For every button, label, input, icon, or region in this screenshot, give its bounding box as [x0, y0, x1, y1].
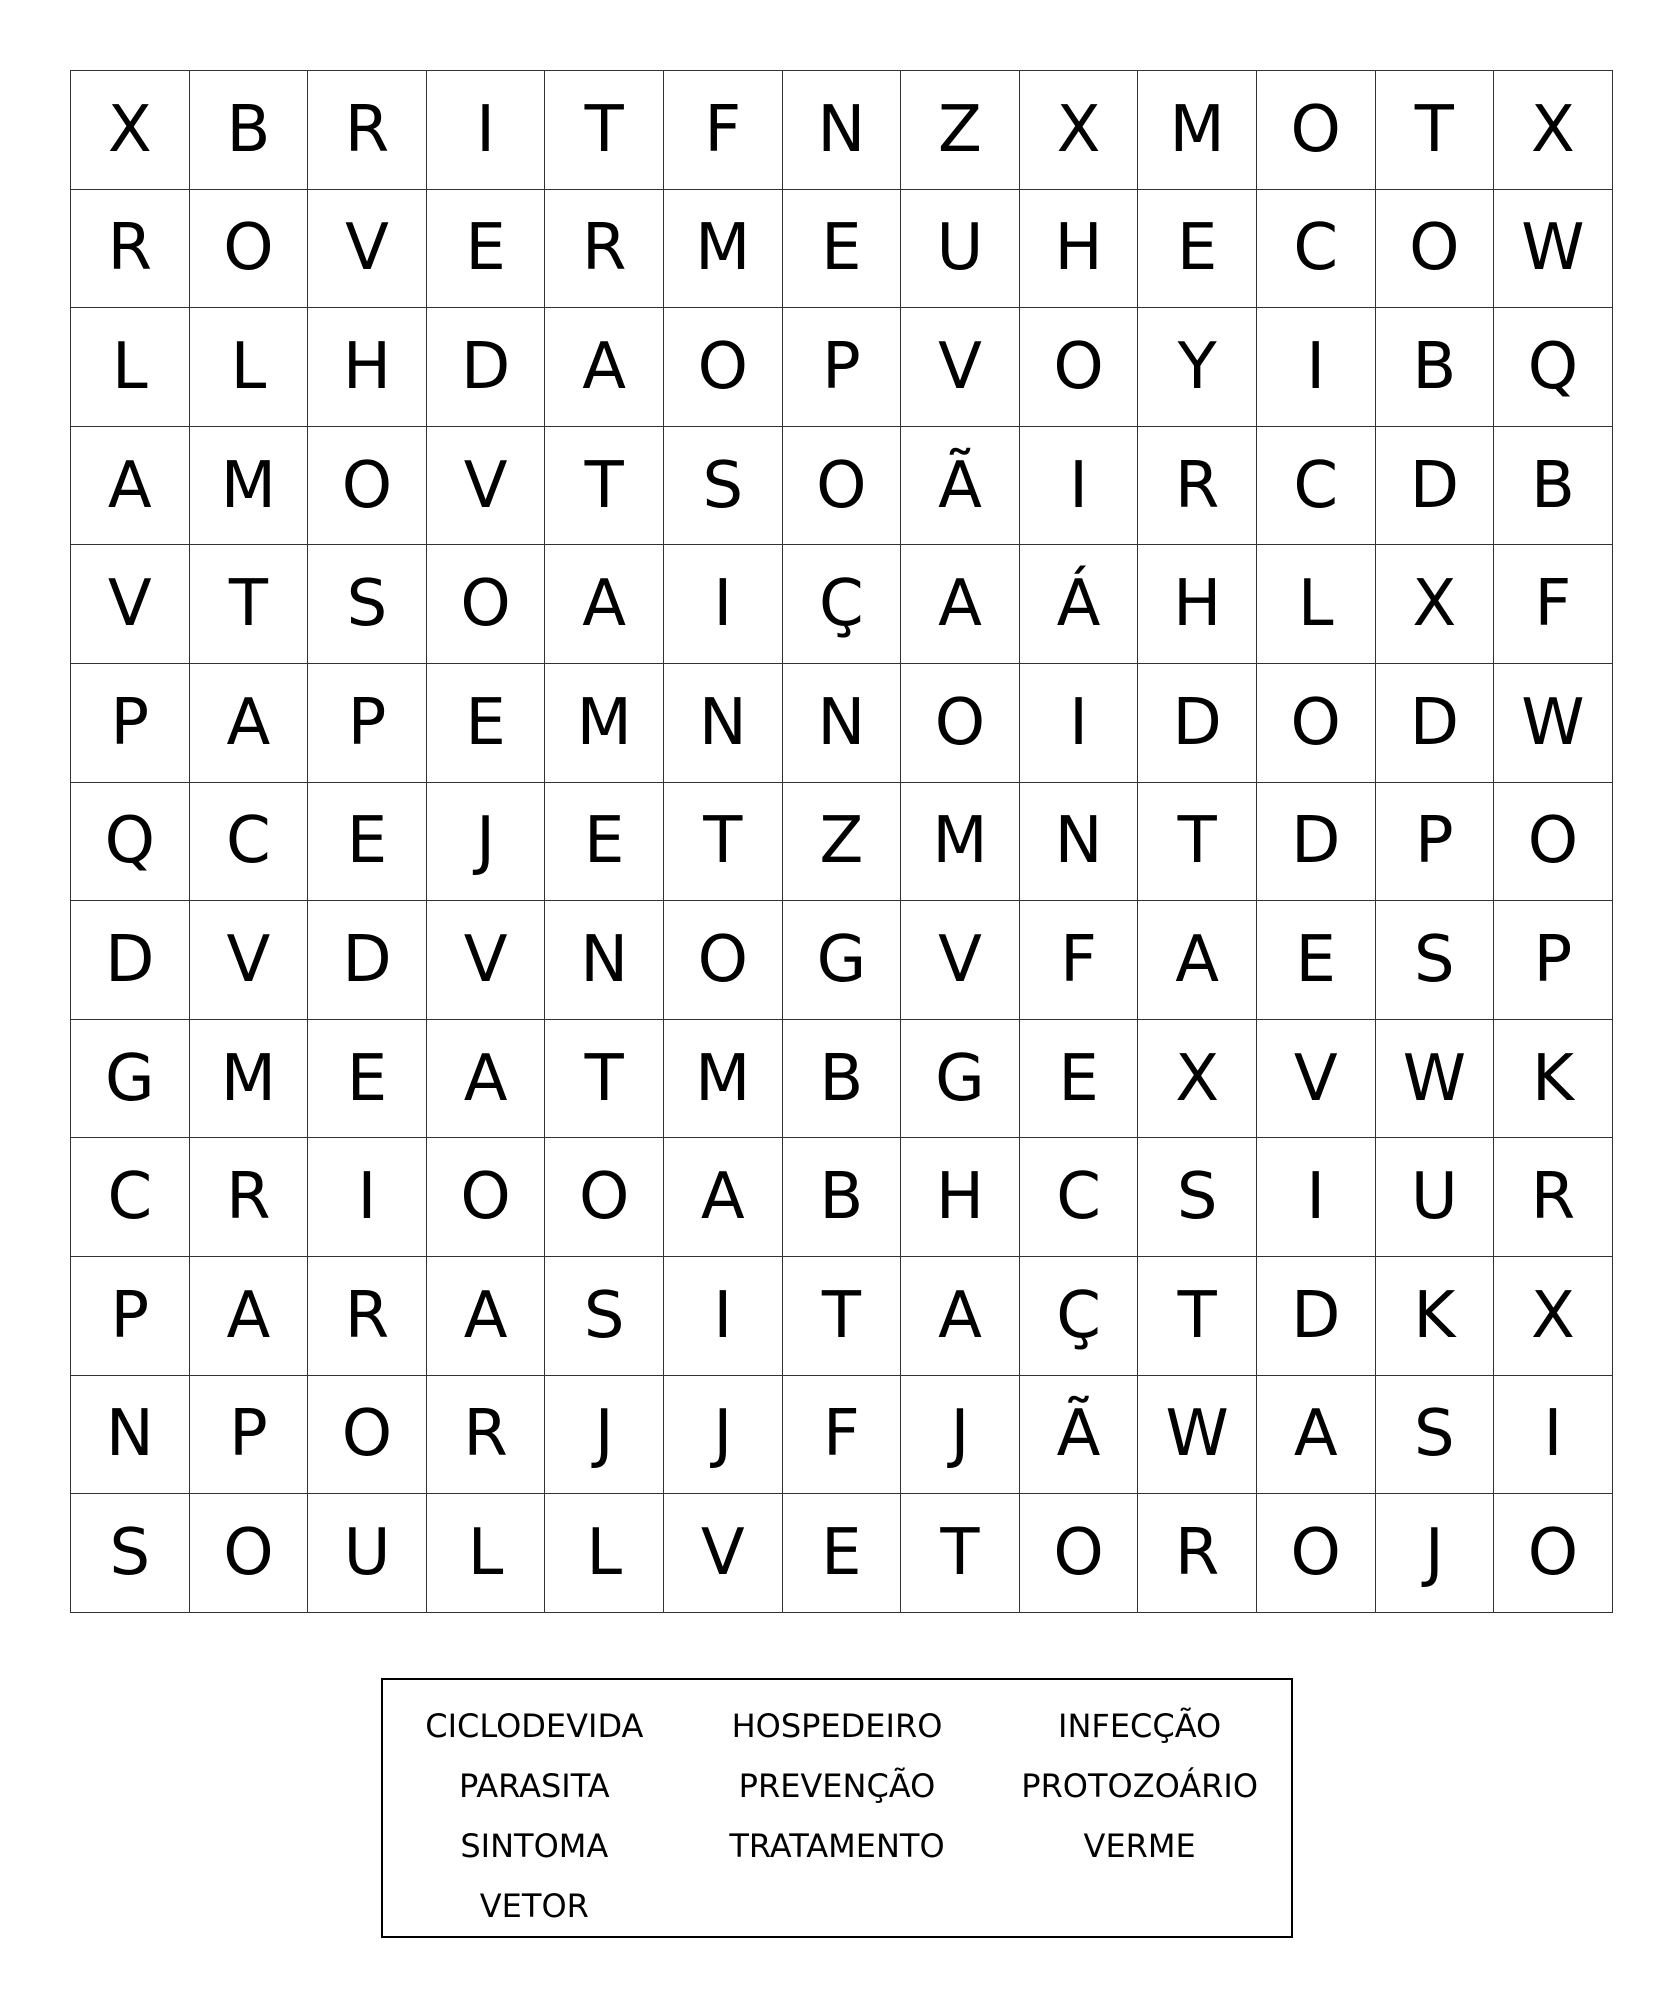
- grid-cell[interactable]: S: [71, 1494, 190, 1613]
- grid-cell[interactable]: D: [71, 901, 190, 1020]
- grid-cell[interactable]: J: [427, 783, 546, 902]
- grid-cell[interactable]: X: [1376, 545, 1495, 664]
- grid-cell[interactable]: I: [664, 545, 783, 664]
- grid-cell[interactable]: R: [1138, 427, 1257, 546]
- grid-cell[interactable]: K: [1494, 1020, 1613, 1139]
- grid-cell[interactable]: B: [1494, 427, 1613, 546]
- grid-cell[interactable]: F: [1020, 901, 1139, 1020]
- grid-cell[interactable]: J: [901, 1376, 1020, 1495]
- grid-cell[interactable]: C: [1257, 427, 1376, 546]
- grid-cell[interactable]: B: [783, 1138, 902, 1257]
- grid-cell[interactable]: V: [71, 545, 190, 664]
- grid-cell[interactable]: O: [1257, 71, 1376, 190]
- grid-cell[interactable]: O: [1494, 783, 1613, 902]
- grid-cell[interactable]: N: [783, 664, 902, 783]
- grid-cell[interactable]: N: [1020, 783, 1139, 902]
- word-search-grid: [70, 70, 1613, 1613]
- grid-cell[interactable]: H: [308, 308, 427, 427]
- word-list-item: SINTOMA: [460, 1827, 609, 1865]
- grid-cell[interactable]: W: [1494, 664, 1613, 783]
- grid-cell[interactable]: O: [664, 308, 783, 427]
- grid-cell[interactable]: R: [190, 1138, 309, 1257]
- grid-cell[interactable]: R: [308, 1257, 427, 1376]
- word-list-column-3: [990, 1696, 1290, 1936]
- grid-cell[interactable]: M: [901, 783, 1020, 902]
- grid-cell[interactable]: D: [1376, 427, 1495, 546]
- grid-cell[interactable]: Q: [1494, 308, 1613, 427]
- grid-cell[interactable]: D: [1257, 783, 1376, 902]
- grid-cell[interactable]: P: [1376, 783, 1495, 902]
- grid-cell[interactable]: E: [427, 664, 546, 783]
- grid-cell[interactable]: A: [1138, 901, 1257, 1020]
- grid-cell[interactable]: I: [1494, 1376, 1613, 1495]
- grid-cell[interactable]: O: [1376, 190, 1495, 309]
- grid-cell[interactable]: A: [901, 545, 1020, 664]
- grid-cell[interactable]: V: [901, 901, 1020, 1020]
- word-list-item: PARASITA: [458, 1767, 610, 1805]
- grid-cell[interactable]: C: [190, 783, 309, 902]
- grid-cell[interactable]: H: [901, 1138, 1020, 1257]
- grid-cell[interactable]: H: [1138, 545, 1257, 664]
- grid-cell[interactable]: G: [71, 1020, 190, 1139]
- grid-cell[interactable]: Y: [1138, 308, 1257, 427]
- grid-cell[interactable]: S: [1376, 901, 1495, 1020]
- grid-cell[interactable]: T: [545, 427, 664, 546]
- grid-cell[interactable]: O: [545, 1138, 664, 1257]
- grid-cell[interactable]: S: [1138, 1138, 1257, 1257]
- grid-cell[interactable]: M: [190, 427, 309, 546]
- grid-cell[interactable]: S: [308, 545, 427, 664]
- grid-cell[interactable]: O: [1020, 308, 1139, 427]
- grid-cell[interactable]: A: [190, 664, 309, 783]
- grid-cell[interactable]: I: [427, 71, 546, 190]
- grid-cell[interactable]: F: [1494, 545, 1613, 664]
- word-list-column-1: [384, 1696, 684, 1936]
- grid-cell[interactable]: K: [1376, 1257, 1495, 1376]
- grid-cell[interactable]: B: [783, 1020, 902, 1139]
- grid-cell[interactable]: M: [1138, 71, 1257, 190]
- grid-cell[interactable]: V: [901, 308, 1020, 427]
- grid-cell[interactable]: E: [1138, 190, 1257, 309]
- grid-cell[interactable]: S: [1376, 1376, 1495, 1495]
- grid-cell[interactable]: B: [1376, 308, 1495, 427]
- grid-cell[interactable]: H: [1020, 190, 1139, 309]
- grid-cell[interactable]: O: [1020, 1494, 1139, 1613]
- grid-cell[interactable]: V: [427, 901, 546, 1020]
- grid-cell[interactable]: U: [901, 190, 1020, 309]
- grid-cell[interactable]: T: [1138, 1257, 1257, 1376]
- grid-cell[interactable]: Á: [1020, 545, 1139, 664]
- grid-cell[interactable]: F: [664, 71, 783, 190]
- grid-cell[interactable]: P: [783, 308, 902, 427]
- grid-cell[interactable]: N: [783, 71, 902, 190]
- grid-cell[interactable]: L: [427, 1494, 546, 1613]
- grid-cell[interactable]: A: [71, 427, 190, 546]
- grid-cell[interactable]: P: [308, 664, 427, 783]
- grid-cell[interactable]: A: [427, 1257, 546, 1376]
- grid-cell[interactable]: A: [664, 1138, 783, 1257]
- grid-cell[interactable]: L: [71, 308, 190, 427]
- grid-cell[interactable]: I: [1020, 427, 1139, 546]
- grid-cell[interactable]: D: [1257, 1257, 1376, 1376]
- grid-cell[interactable]: P: [71, 1257, 190, 1376]
- grid-cell[interactable]: R: [1494, 1138, 1613, 1257]
- grid-cell[interactable]: A: [545, 308, 664, 427]
- grid-cell[interactable]: E: [783, 190, 902, 309]
- grid-cell[interactable]: V: [308, 190, 427, 309]
- grid-cell[interactable]: O: [190, 190, 309, 309]
- grid-cell[interactable]: Z: [901, 71, 1020, 190]
- grid-cell[interactable]: Ã: [1020, 1376, 1139, 1495]
- grid-cell[interactable]: T: [1138, 783, 1257, 902]
- grid-cell[interactable]: O: [1257, 664, 1376, 783]
- grid-cell[interactable]: O: [783, 427, 902, 546]
- grid-cell[interactable]: O: [308, 427, 427, 546]
- grid-cell[interactable]: O: [664, 901, 783, 1020]
- word-list-box: [381, 1678, 1293, 1938]
- grid-cell[interactable]: X: [1020, 71, 1139, 190]
- grid-cell[interactable]: U: [308, 1494, 427, 1613]
- grid-cell[interactable]: D: [308, 901, 427, 1020]
- grid-cell[interactable]: O: [308, 1376, 427, 1495]
- grid-cell[interactable]: S: [664, 427, 783, 546]
- grid-cell[interactable]: I: [664, 1257, 783, 1376]
- grid-cell[interactable]: E: [1257, 901, 1376, 1020]
- grid-cell[interactable]: I: [1257, 1138, 1376, 1257]
- grid-cell[interactable]: T: [1376, 71, 1495, 190]
- grid-cell[interactable]: L: [190, 308, 309, 427]
- grid-cell[interactable]: Q: [71, 783, 190, 902]
- grid-cell[interactable]: T: [783, 1257, 902, 1376]
- grid-cell[interactable]: J: [1376, 1494, 1495, 1613]
- grid-cell[interactable]: O: [1257, 1494, 1376, 1613]
- grid-cell[interactable]: J: [664, 1376, 783, 1495]
- word-list-item: HOSPEDEIRO: [731, 1707, 943, 1745]
- grid-cell[interactable]: C: [71, 1138, 190, 1257]
- grid-cell[interactable]: U: [1376, 1138, 1495, 1257]
- grid-cell[interactable]: T: [190, 545, 309, 664]
- grid-cell[interactable]: E: [545, 783, 664, 902]
- grid-cell[interactable]: T: [664, 783, 783, 902]
- grid-cell[interactable]: M: [664, 190, 783, 309]
- word-list-item: PROTOZOÁRIO: [1021, 1767, 1259, 1805]
- word-list-column-2: [687, 1696, 987, 1936]
- word-list-columns: [383, 1696, 1291, 1936]
- grid-cell[interactable]: X: [1494, 71, 1613, 190]
- grid-cell[interactable]: W: [1376, 1020, 1495, 1139]
- grid-cell[interactable]: N: [71, 1376, 190, 1495]
- grid-cell[interactable]: M: [190, 1020, 309, 1139]
- grid-cell[interactable]: V: [190, 901, 309, 1020]
- grid-cell[interactable]: I: [1020, 664, 1139, 783]
- grid-cell[interactable]: R: [71, 190, 190, 309]
- grid-cell[interactable]: I: [308, 1138, 427, 1257]
- grid-cell[interactable]: O: [1494, 1494, 1613, 1613]
- grid-cell[interactable]: N: [664, 664, 783, 783]
- grid-cell[interactable]: R: [308, 71, 427, 190]
- grid-cell[interactable]: E: [308, 783, 427, 902]
- grid-cell[interactable]: V: [664, 1494, 783, 1613]
- grid-cell[interactable]: R: [427, 1376, 546, 1495]
- grid-cell[interactable]: W: [1494, 190, 1613, 309]
- grid-cell[interactable]: L: [545, 1494, 664, 1613]
- grid-cell[interactable]: D: [1138, 664, 1257, 783]
- grid-cell[interactable]: M: [664, 1020, 783, 1139]
- grid-cell[interactable]: X: [1138, 1020, 1257, 1139]
- grid-cell[interactable]: O: [190, 1494, 309, 1613]
- word-list-item: CICLODEVIDA: [425, 1707, 644, 1745]
- grid-cell[interactable]: P: [190, 1376, 309, 1495]
- grid-cell[interactable]: D: [427, 308, 546, 427]
- grid-cell[interactable]: R: [545, 190, 664, 309]
- grid-cell[interactable]: E: [1020, 1020, 1139, 1139]
- grid-cell[interactable]: L: [1257, 545, 1376, 664]
- grid-cell[interactable]: M: [545, 664, 664, 783]
- grid-cell[interactable]: V: [1257, 1020, 1376, 1139]
- grid-cell[interactable]: F: [783, 1376, 902, 1495]
- grid-cell[interactable]: I: [1257, 308, 1376, 427]
- grid-cell[interactable]: E: [308, 1020, 427, 1139]
- grid-cell[interactable]: X: [1494, 1257, 1613, 1376]
- grid-cell[interactable]: E: [427, 190, 546, 309]
- grid-cell[interactable]: Ã: [901, 427, 1020, 546]
- grid-cell[interactable]: P: [1494, 901, 1613, 1020]
- word-list-item: VETOR: [479, 1887, 589, 1925]
- grid-cell[interactable]: D: [1376, 664, 1495, 783]
- grid-cell[interactable]: V: [427, 427, 546, 546]
- grid-cell[interactable]: G: [901, 1020, 1020, 1139]
- grid-cell[interactable]: A: [427, 1020, 546, 1139]
- grid-cell[interactable]: S: [545, 1257, 664, 1376]
- word-list-item: PREVENÇÃO: [738, 1767, 936, 1805]
- grid-cell[interactable]: T: [545, 1020, 664, 1139]
- grid-cell[interactable]: J: [545, 1376, 664, 1495]
- grid-cell[interactable]: A: [901, 1257, 1020, 1376]
- grid-cell[interactable]: E: [783, 1494, 902, 1613]
- grid-cell[interactable]: Ç: [1020, 1257, 1139, 1376]
- grid-cell[interactable]: T: [545, 71, 664, 190]
- word-list-item: VERME: [1083, 1827, 1196, 1865]
- grid-cell[interactable]: R: [1138, 1494, 1257, 1613]
- grid-cell[interactable]: C: [1257, 190, 1376, 309]
- word-list-item: TRATAMENTO: [729, 1827, 945, 1865]
- grid-cell[interactable]: O: [901, 664, 1020, 783]
- grid-cell[interactable]: C: [1020, 1138, 1139, 1257]
- grid-cell[interactable]: A: [1257, 1376, 1376, 1495]
- grid-cell[interactable]: T: [901, 1494, 1020, 1613]
- grid-cell[interactable]: P: [71, 664, 190, 783]
- grid-cell[interactable]: B: [190, 71, 309, 190]
- grid-cell[interactable]: Z: [783, 783, 902, 902]
- grid-cell[interactable]: O: [427, 545, 546, 664]
- grid-cell[interactable]: O: [427, 1138, 546, 1257]
- word-list-item: INFECÇÃO: [1058, 1707, 1222, 1745]
- grid-cell[interactable]: Ç: [783, 545, 902, 664]
- grid-cell[interactable]: W: [1138, 1376, 1257, 1495]
- grid-cell[interactable]: N: [545, 901, 664, 1020]
- grid-cell[interactable]: A: [190, 1257, 309, 1376]
- grid-cell[interactable]: X: [71, 71, 190, 190]
- grid-cell[interactable]: G: [783, 901, 902, 1020]
- grid-cell[interactable]: A: [545, 545, 664, 664]
